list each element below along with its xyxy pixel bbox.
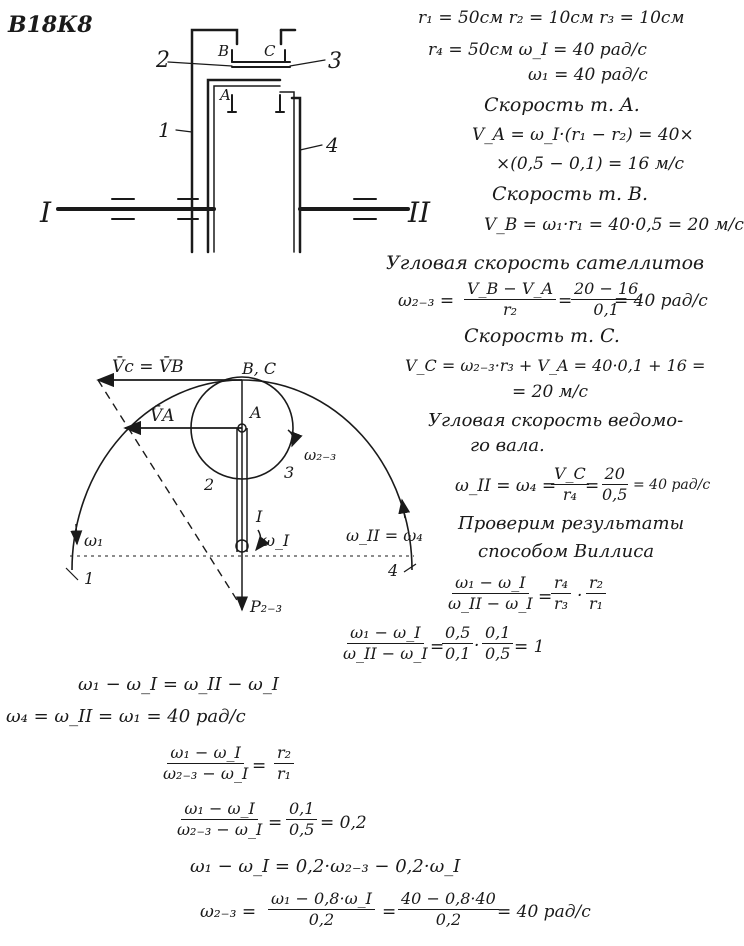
bottom-frac-6-result: = 40 рад/с [497,902,591,922]
velocity-c-title: Скорость т. C. [464,325,620,347]
driven-title-2: го вала. [470,435,545,456]
label-shaft-I: I [40,196,52,229]
velocity-c-eq1: V_C = ω₂₋₃·r₃ + V_A = 40·0,1 + 16 = [405,356,706,375]
bottom-eq-5: ω₁ − ω_I = 0,2·ω₂₋₃ − 0,2·ω_I [190,856,461,877]
bottom-eq-2: ω₄ = ω_II = ω₁ = 40 рад/с [6,706,246,727]
bottom-frac-4-rnum: 0,1 [286,800,317,820]
label-circle-3: 3 [284,463,295,482]
willis-ratio-2-n2: 0,1 [482,624,513,644]
satellite-eq-sign: = [558,291,573,311]
label-wheel-1: 1 [158,118,171,142]
bottom-frac-4-eq: = [268,813,283,833]
willis-ratio-1-eq: = [538,587,553,607]
satellite-frac-1-num: V_B − V_A [464,280,556,300]
willis-ratio-1-r2: r₂ [586,574,606,594]
driven-frac-2-num: 20 [602,465,628,485]
label-wheel-3: 3 [328,49,342,74]
willis-title-2: способом Виллиса [478,541,655,562]
bottom-frac-4-rden: 0,5 [289,820,315,840]
driven-rhs: = 40 рад/с [633,477,711,493]
label-point-B: B [218,42,230,60]
given-line-3: ω₁ = 40 рад/с [528,65,648,85]
label-p23: P₂₋₃ [250,597,283,616]
label-shaft-II: II [408,196,431,229]
label-vc-vb: V̄c = V̄B [112,357,184,377]
willis-ratio-1-r4: r₄ [551,574,571,594]
label-a: A [250,403,262,422]
label-point-C: C [264,42,276,60]
willis-ratio-2-den: ω_II − ω_I [343,644,428,664]
label-wheel-2: 2 [156,48,170,73]
satellite-frac-2-den: 0,1 [593,300,619,320]
willis-ratio-1-r3: r₃ [554,594,569,614]
willis-ratio-1-num: ω₁ − ω_I [452,574,528,594]
velocity-b-eq: V_B = ω₁·r₁ = 40·0,5 = 20 м/с [484,215,744,235]
willis-ratio-2-dot: · [474,636,480,656]
willis-ratio-2-eq: = [430,637,445,657]
label-circle-4: 4 [388,561,399,580]
w1-rotation-icon [76,524,77,544]
bottom-frac-6-den: 0,2 [308,910,335,930]
willis-ratio-2-n1: 0,5 [442,624,473,644]
driven-title-1: Угловая скорость ведомо- [428,410,684,431]
bottom-frac-3-num: ω₁ − ω_I [167,744,243,764]
bottom-frac-3-eq: = [252,756,267,776]
willis-title-1: Проверим результаты [458,513,685,534]
wI-rotation-icon [256,530,261,550]
given-line-2: r₄ = 50см ω_I = 40 рад/с [428,40,647,60]
satellite-rhs: = 40 рад/с [614,291,708,311]
bottom-frac-3-r1: r₁ [277,764,292,784]
velocity-a-eq1: V_A = ω_I·(r₁ − r₂) = 40× [472,125,694,145]
bottom-frac-4-den: ω₂₋₃ − ω_I [177,820,263,840]
willis-ratio-2-d2: 0,5 [485,644,511,664]
bottom-frac-6-lhs: ω₂₋₃ = [200,902,257,922]
driven-frac-1-den: r₄ [562,485,577,505]
label-wi: ω_I [262,531,290,550]
willis-ratio-1-den: ω_II − ω_I [448,594,533,614]
velocity-a-eq2: ×(0,5 − 0,1) = 16 м/с [496,154,685,174]
velocity-b-title: Скорость т. B. [492,183,649,205]
bottom-frac-6-den2: 0,2 [435,910,462,930]
label-w1: ω₁ [84,531,104,550]
driven-lhs: ω_II = ω₄ = [455,476,557,496]
driven-eq-sign: = [585,476,600,496]
willis-ratio-1-r1: r₁ [589,594,604,614]
label-circle-1: 1 [84,569,95,588]
given-line-1: r₁ = 50см r₂ = 10см r₃ = 10см [418,8,685,28]
satellite-frac-2-num: 20 − 16 [571,280,641,300]
driven-frac-1-num: V_C [551,465,589,485]
bottom-frac-4-num: ω₁ − ω_I [181,800,257,820]
willis-ratio-2-num: ω₁ − ω_I [347,624,423,644]
bottom-frac-3-r2: r₂ [274,744,294,764]
bottom-frac-3-den: ω₂₋₃ − ω_I [163,764,249,784]
satellite-lhs: ω₂₋₃ = [398,291,455,311]
willis-ratio-1-dot: · [577,586,583,606]
task-id: В18К8 [8,12,93,38]
bottom-frac-6-num: ω₁ − 0,8·ω_I [268,890,375,910]
bottom-frac-4-result: = 0,2 [320,813,367,833]
label-va: V̄A [150,406,175,426]
driven-frac-2-den: 0,5 [602,485,628,505]
label-w23: ω₂₋₃ [304,446,337,464]
satellite-frac-1-den: r₂ [502,300,518,320]
label-i: I [256,507,263,526]
label-circle-2: 2 [204,475,215,494]
willis-ratio-2-rhs: = 1 [514,637,545,657]
satellite-title: Угловая скорость сателлитов [386,252,705,274]
willis-ratio-2-d1: 0,1 [445,644,471,664]
label-bc: B, C [242,359,277,378]
bottom-frac-6-num2: 40 − 0,8·40 [398,890,499,910]
bottom-frac-6-eq: = [382,902,397,922]
label-wheel-4: 4 [326,133,339,157]
bottom-eq-1: ω₁ − ω_I = ω_II − ω_I [78,674,279,695]
velocity-a-title: Скорость т. A. [484,94,640,116]
label-point-A: A [220,86,231,104]
label-w2-w4: ω_II = ω₄ [346,526,423,545]
velocity-c-eq2: = 20 м/с [512,382,589,402]
